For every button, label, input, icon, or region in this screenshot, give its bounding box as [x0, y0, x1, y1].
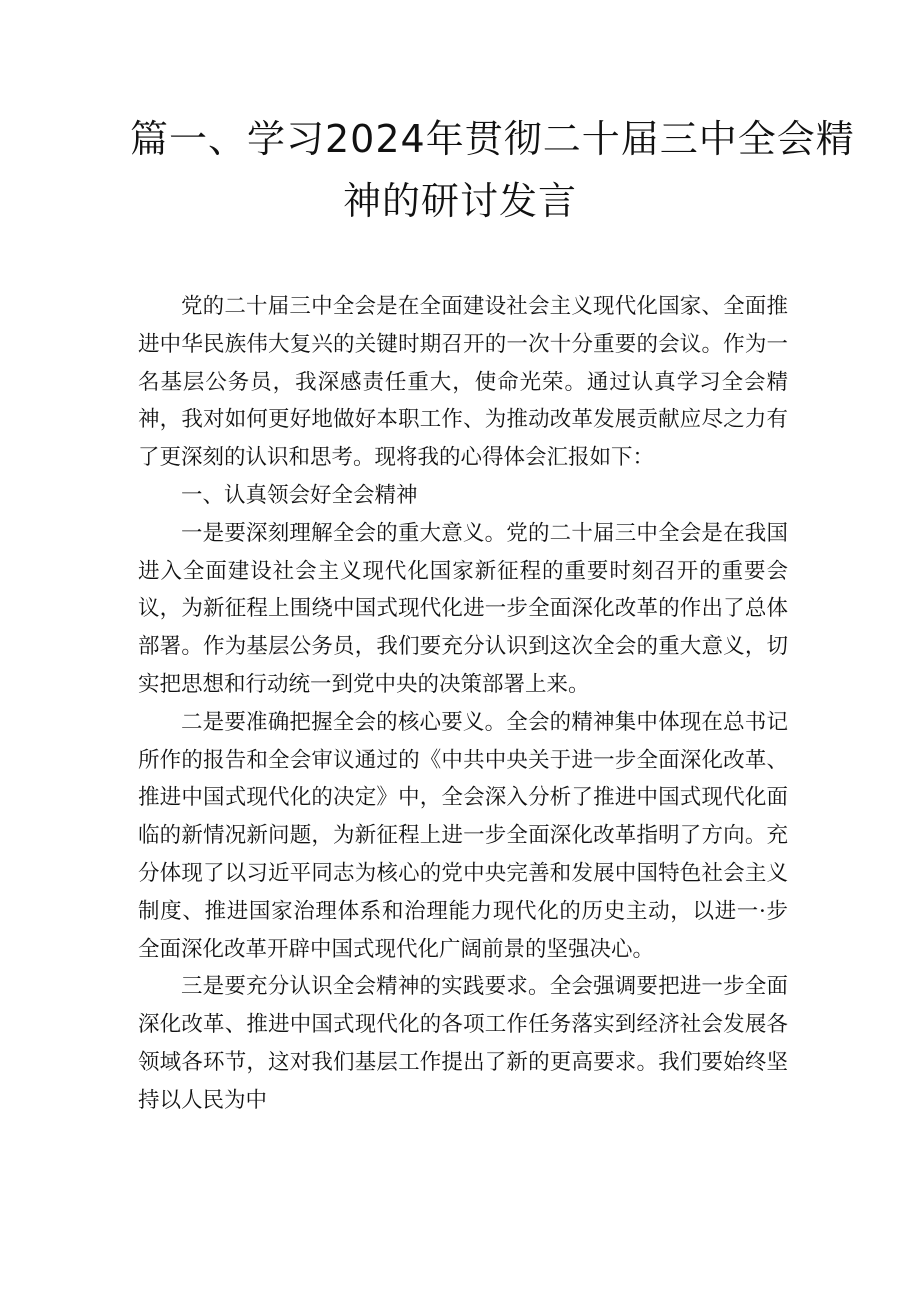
document-title: [130, 108, 855, 232]
title-line-2: 神的研讨发言: [342, 179, 577, 223]
title-line-1: 篇一、学习2024年贯彻二十届三中全会精: [130, 117, 855, 161]
paragraph-point-three: 三是要充分认识全会精神的实践要求。全会强调要把进一步全面深化改革、推进中国式现代化的各项工作任务落实到经济社会发展各领域各环节，这对我们基层工作提出了新的更高要求。我们要始终坚持以人民为中: [138, 974, 788, 1113]
section-heading: 一、认真领会好全会精神: [181, 482, 418, 508]
paragraph-point-one: 一是要深刻理解全会的重大意义。党的二十届三中全会是在我国进入全面建设社会主义现代化国家新征程的重要时刻召开的重要会议，为新征程上围绕中国式现代化进一步全面深化改革的作出了总体部署。作为基层公务员，我们要充分认识到这次全会的重大意义，切实把思想和行动统一到党中央的决策部署上来。: [138, 520, 788, 697]
document-body: [138, 288, 788, 1120]
paragraph-intro: 党的二十届三中全会是在全面建设社会主义现代化国家、全面推进中华民族伟大复兴的关键时期召开的一次十分重要的会议。作为一名基层公务员，我深感责任重大，使命光荣。通过认真学习全会精神，我对如何更好地做好本职工作、为推动改革发展贡献应尽之力有了更深刻的认识和思考。现将我的心得体会汇报如下：: [138, 294, 788, 471]
paragraph-point-two: 二是要准确把握全会的核心要义。全会的精神集中体现在总书记所作的报告和全会审议通过的《中共中央关于进一步全面深化改革、推进中国式现代化的决定》中，全会深入分析了推进中国式现代化面临的新情况新问题，为新征程上进一步全面深化改革指明了方向。充分体现了以习近平同志为核心的党中央完善和发展中国特色社会主义制度、推进国家治理体系和治理能力现代化的历史主动，以进一·步全面深化改革开辟中国式现代化广阔前景的坚强决心。: [138, 709, 788, 962]
